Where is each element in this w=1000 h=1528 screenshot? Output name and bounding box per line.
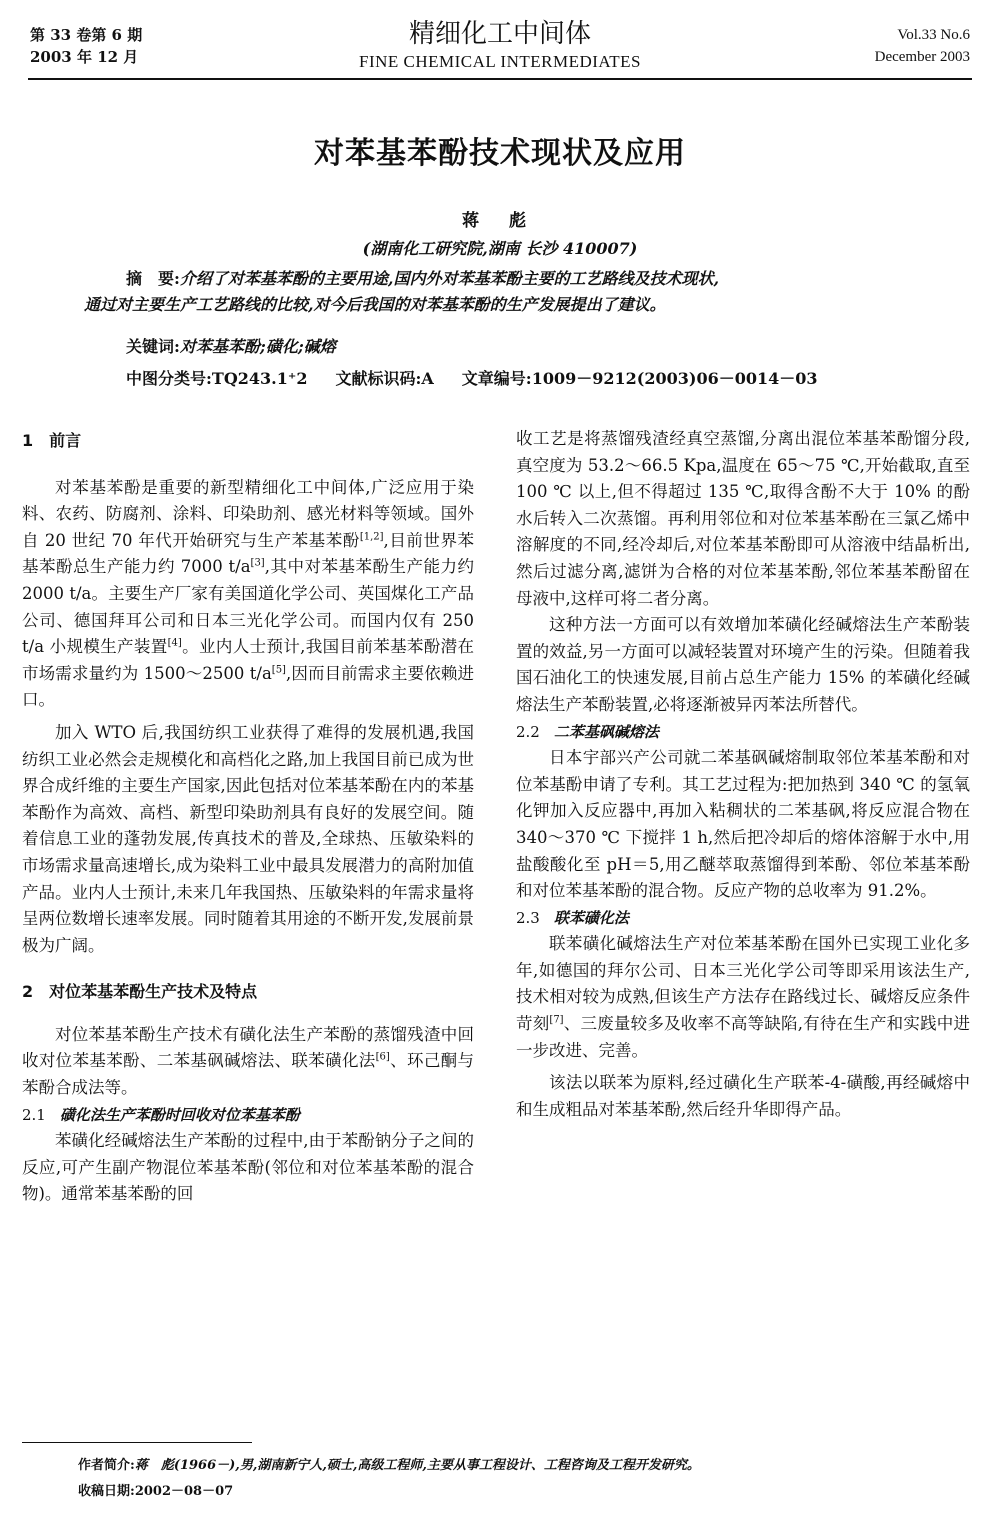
keywords-label: 关键词: — [126, 337, 180, 356]
issue-date-cn: 2003 年 12 月 — [30, 48, 139, 66]
paragraph-recovery: 收工艺是将蒸馏残渣经真空蒸馏,分离出混位苯基苯酚馏分段,真空度为 53.2～66.5 Kpa,温度在 65～75 ℃,开始截取,直至 100 ℃ 以上,但不得超过 135 ℃,取得含酚不大于 10% 的酚水后转入二次蒸馏。再利用邻位和对位苯基苯酚在三氯乙烯中溶解度的不同,经冷却后,对位苯基苯酚即可从溶液中结晶析出,然后过滤分离,滤饼为合格的对位苯基苯酚,邻位苯基苯酚留在母液中,这样可将二者分离。 — [516, 429, 970, 608]
abstract — [84, 266, 944, 318]
paragraph-biphenyl: 该法以联苯为原料,经过磺化生产联苯-4-磺酸,再经碱熔中和生成粗品对苯基苯酚,然后经升华即得产品。 — [516, 1073, 970, 1119]
abstract-text-1: 介绍了对苯基苯酚的主要用途,国内外对苯基苯酚主要的工艺路线及技术现状, — [179, 269, 720, 288]
volume-issue: 第 33 卷第 6 期 — [30, 26, 143, 44]
section-1-heading: 1 前言 — [22, 431, 82, 450]
header-divider — [28, 78, 972, 80]
article-title: 对苯基苯酚技术现状及应用 — [314, 136, 686, 171]
abstract-text-2: 通过对主要生产工艺路线的比较,对今后我国的对苯基苯酚的生产发展提出了建议。 — [84, 295, 666, 314]
subsection-2-1-heading: 2.1 磺化法生产苯酚时回收对位苯基苯酚 — [22, 1105, 300, 1124]
right-column — [516, 426, 970, 1123]
section-2-heading: 2 对位苯基苯酚生产技术及特点 — [22, 982, 258, 1002]
author-bio-text: 蒋 彪(1966－),男,湖南新宁人,硕士,高级工程师,主要从事工程设计、工程咨询及工程开发研究。 — [134, 1458, 700, 1473]
doc-code-value: A — [421, 369, 434, 388]
paragraph-techniques: 对位苯基苯酚生产技术有磺化法生产苯酚的蒸馏残渣中回收对位苯基苯酚、二苯基砜碱熔法、联苯磺化法[6]、环己酮与苯酚合成法等。 — [22, 1024, 475, 1098]
keywords-value: 对苯基苯酚;磺化;碱熔 — [179, 337, 336, 356]
received-label: 收稿日期: — [78, 1484, 135, 1499]
received-value: 2002－08－07 — [134, 1484, 234, 1499]
issue-date-en: December 2003 — [874, 49, 970, 65]
volume-issue-en: Vol.33 No.6 — [897, 27, 970, 43]
author-bio — [78, 1454, 700, 1473]
author-name: 蒋 彪 — [462, 211, 538, 231]
author-affiliation: (湖南化工研究院,湖南 长沙 410007) — [362, 239, 638, 258]
doc-code-label: 文献标识码: — [335, 369, 422, 388]
keywords — [126, 334, 336, 357]
citation: [5] — [271, 664, 286, 676]
article-no-label: 文章编号: — [461, 369, 532, 388]
journal-issue-info-en — [875, 24, 970, 68]
article-no-value: 1009－9212(2003)06－0014－03 — [531, 369, 818, 388]
paragraph-wto: 加入 WTO 后,我国纺织工业获得了难得的发展机遇,我国纺织工业必然会走规模化和高档化之路,加上我国目前已成为世界合成纤维的主要生产国家,因此包括对位苯基苯酚在内的苯基苯酚作为高效、高档、新型印染助剂具有良好的发展空间。随着信息工业的蓬勃发展,传真技术的普及,全球热、压敏染料的市场需求量高速增长,成为染料工业中最具发展潜力的高附加值产品。业内人士预计,未来几年我国热、压敏染料的年需求量将呈两位数增长速率发展。同时随着其用途的不断开发,发展前景极为广阔。 — [22, 722, 474, 955]
journal-name-cn: 精细化工中间体 — [408, 19, 591, 49]
journal-name-en: FINE CHEMICAL INTERMEDIATES — [358, 52, 642, 71]
received-date — [78, 1480, 233, 1499]
abstract-label: 摘 要: — [126, 269, 180, 288]
subsection-2-3-heading: 2.3 联苯磺化法 — [516, 908, 629, 927]
left-column — [22, 428, 474, 1208]
paragraph-intro: 对苯基苯酚是重要的新型精细化工中间体,广泛应用于染料、农药、防腐剂、涂料、印染助剂、感光材料等领域。国外自 20 世纪 70 年代开始研究与生产苯基苯酚[1,2],目前世界苯基苯酚总生产能力约 7000 t/a[3],其中对苯基苯酚生产能力约 2000 t/a。主要生产厂家有美国道化学公司、英国煤化工产品公司、德国拜耳公司和日本三光化学公司。而国内仅有 250 t/a 小规模生产装置[4]。业内人士预计,我国目前苯基苯酚潜在市场需求量约为 1500～2500 t/a[5],因而目前需求主要依赖进口。 — [22, 477, 475, 710]
paragraph-2-1: 苯磺化经碱熔法生产苯酚的过程中,由于苯酚钠分子之间的反应,可产生副产物混位苯基苯酚(邻位和对位苯基苯酚的混合物)。通常苯基苯酚的回 — [22, 1131, 474, 1204]
journal-name-block — [0, 18, 1000, 74]
citation: [7] — [549, 1014, 564, 1026]
citation: [6] — [375, 1051, 390, 1063]
subsection-2-2-heading: 2.2 二苯基砜碱熔法 — [516, 722, 659, 741]
clc-label: 中图分类号: — [126, 369, 212, 388]
clc-value: TQ243.1⁺2 — [211, 369, 308, 388]
citation: [3] — [250, 557, 265, 569]
classification-line — [126, 366, 818, 389]
footnote-divider — [22, 1442, 252, 1443]
paragraph-2-2: 日本宇部兴产公司就二苯基砜碱熔制取邻位苯基苯酚和对位苯基酚申请了专利。其工艺过程为:把加热到 340 ℃ 的氢氧化钾加入反应器中,再加入粘稠状的二苯基砜,将反应混合物在 340～370 ℃ 下搅拌 1 h,然后把冷却后的熔体溶解于水中,用盐酸酸化至 pH＝5,用乙醚萃取蒸馏得到苯酚、邻位苯基苯酚和对位苯基苯酚的混合物。反应产物的总收率为 91.2%。 — [516, 748, 970, 901]
citation: [4] — [167, 637, 182, 649]
paragraph-benefit: 这种方法一方面可以有效增加苯磺化经碱熔法生产苯酚装置的效益,另一方面可以减轻装置对环境产生的污染。但随着我国石油化工的快速发展,目前占总生产能力 15% 的苯磺化经碱熔法生产苯酚装置,必将逐渐被异丙苯法所替代。 — [516, 615, 970, 714]
author-bio-label: 作者简介: — [78, 1458, 135, 1473]
citation: [1,2] — [359, 531, 384, 543]
paragraph-2-3: 联苯磺化碱熔法生产对位苯基苯酚在国外已实现工业化多年,如德国的拜尔公司、日本三光化学公司等即采用该法生产,技术相对较为成熟,但该生产方法存在路线过长、碱熔反应条件苛刻[7]、三废量较多及收率不高等缺陷,有待在生产和实践中进一步改进、完善。 — [516, 934, 971, 1060]
